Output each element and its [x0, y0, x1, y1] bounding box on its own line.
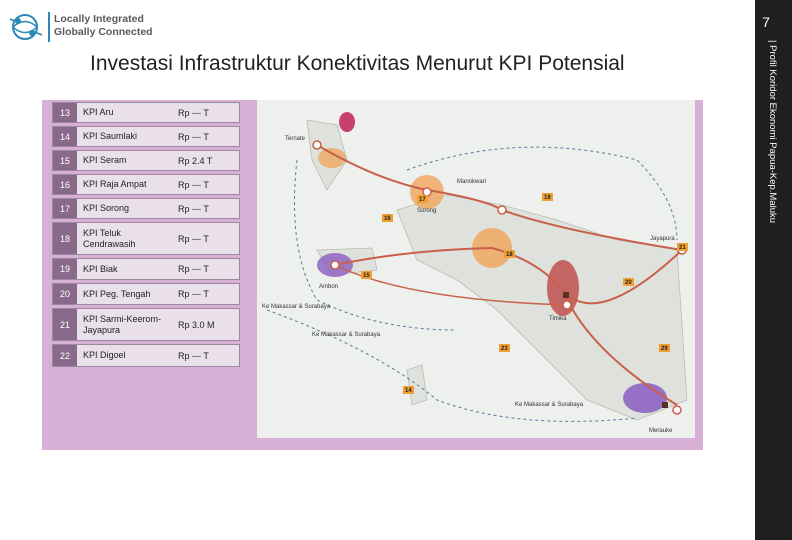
- row-name: KPI Biak: [83, 263, 118, 274]
- table-row: [52, 308, 240, 341]
- row-value: Rp --- T: [178, 131, 209, 142]
- city-node: [423, 188, 431, 196]
- side-caption-text: | Profil Koridor Ekonomi Papua-Kep.Maluku: [767, 40, 778, 224]
- table-row: [52, 222, 240, 255]
- row-name: KPI Aru: [83, 107, 114, 117]
- row-number: 16: [53, 175, 77, 194]
- row-value: Rp --- T: [178, 264, 209, 274]
- globe-logo-icon: [8, 10, 44, 44]
- map-svg: [257, 100, 695, 438]
- badge-16-text: 16: [384, 216, 391, 222]
- label-ternate: Ternate: [285, 136, 306, 142]
- logo: [8, 10, 158, 44]
- row-name: KPI Peg. Tengah: [83, 288, 151, 299]
- row-number: 18: [53, 223, 77, 254]
- side-caption: [768, 40, 780, 252]
- page-title: Investasi Infrastruktur Konektivitas Menurut KPI Potensial: [90, 52, 625, 75]
- label-timika: Timika: [549, 316, 567, 322]
- city-node: [313, 141, 321, 149]
- row-value: Rp --- T: [178, 203, 209, 214]
- red-zone-central: [547, 260, 579, 316]
- badge-17-text: 17: [419, 197, 426, 203]
- badge-15-text: 15: [363, 273, 370, 279]
- row-value: Rp --- T: [178, 350, 209, 361]
- logo-text: [54, 13, 153, 39]
- row-number: 20: [53, 284, 77, 304]
- table-row: [52, 344, 240, 367]
- row-value: Rp --- T: [178, 107, 209, 118]
- purple-zone-digoel: [623, 383, 667, 413]
- row-number: 21: [53, 309, 77, 340]
- row-number: 17: [53, 199, 77, 218]
- table-row: [52, 258, 240, 280]
- row-value: Rp --- T: [178, 233, 209, 244]
- row-value: Rp --- T: [178, 289, 209, 299]
- label-jayapura: Jayapura: [650, 236, 675, 242]
- badge-14-text: 14: [405, 388, 412, 394]
- label-merauke: Merauke: [649, 428, 673, 434]
- row-value: Rp --- T: [178, 179, 209, 190]
- pink-zone: [339, 112, 355, 132]
- row-number: 19: [53, 259, 77, 279]
- label-makassar-south: Ke Makassar & Surabaya: [515, 402, 584, 408]
- corridor-map: [257, 100, 695, 438]
- logo-separator: [48, 12, 50, 42]
- mine-marker: [662, 402, 668, 408]
- page-number: 7: [762, 14, 770, 30]
- city-node: [673, 406, 681, 414]
- badge-21-text: 21: [679, 245, 686, 251]
- city-node: [563, 301, 571, 309]
- row-number: 15: [53, 151, 77, 170]
- row-value: Rp 2.4 T: [178, 155, 213, 166]
- badge-19-text: 19: [544, 195, 551, 201]
- row-value: Rp 3.0 M: [178, 319, 215, 330]
- badge-18-text: 18: [506, 252, 513, 258]
- table-row: [52, 126, 240, 147]
- mine-marker: [563, 292, 569, 298]
- label-makassar-west: Ke Makassar & Surabaya: [262, 304, 331, 310]
- row-name: KPI Seram: [83, 155, 127, 165]
- badge-29-text: 29: [661, 346, 668, 352]
- row-number: 22: [53, 345, 77, 366]
- label-makassar-mid: Ke Makassar & Surabaya: [312, 332, 381, 338]
- row-number: 13: [53, 103, 77, 122]
- table-row: [52, 174, 240, 195]
- city-node: [331, 261, 339, 269]
- table-row: [52, 283, 240, 305]
- row-name: KPI Sorong: [83, 203, 130, 213]
- row-name: KPI Saumlaki: [83, 131, 138, 141]
- table-row: [52, 102, 240, 123]
- logo-line-1: Locally Integrated: [54, 13, 144, 25]
- row-name: KPI Raja Ampat: [83, 179, 147, 189]
- row-name: KPI Sarmi-Keerom-Jayapura: [83, 313, 162, 335]
- label-manokwari: Manokwari: [457, 179, 487, 185]
- row-number: 14: [53, 127, 77, 146]
- row-name: KPI Teluk Cendrawasih: [83, 227, 136, 249]
- badge-20-text: 20: [625, 280, 632, 286]
- row-name: KPI Digoel: [83, 350, 126, 360]
- label-sorong: Sorong: [417, 208, 437, 214]
- label-ambon: Ambon: [319, 284, 339, 290]
- table-row: [52, 150, 240, 171]
- table-row: [52, 198, 240, 219]
- city-node: [498, 206, 506, 214]
- badge-23-text: 23: [501, 346, 508, 352]
- logo-line-2: Globally Connected: [54, 26, 153, 38]
